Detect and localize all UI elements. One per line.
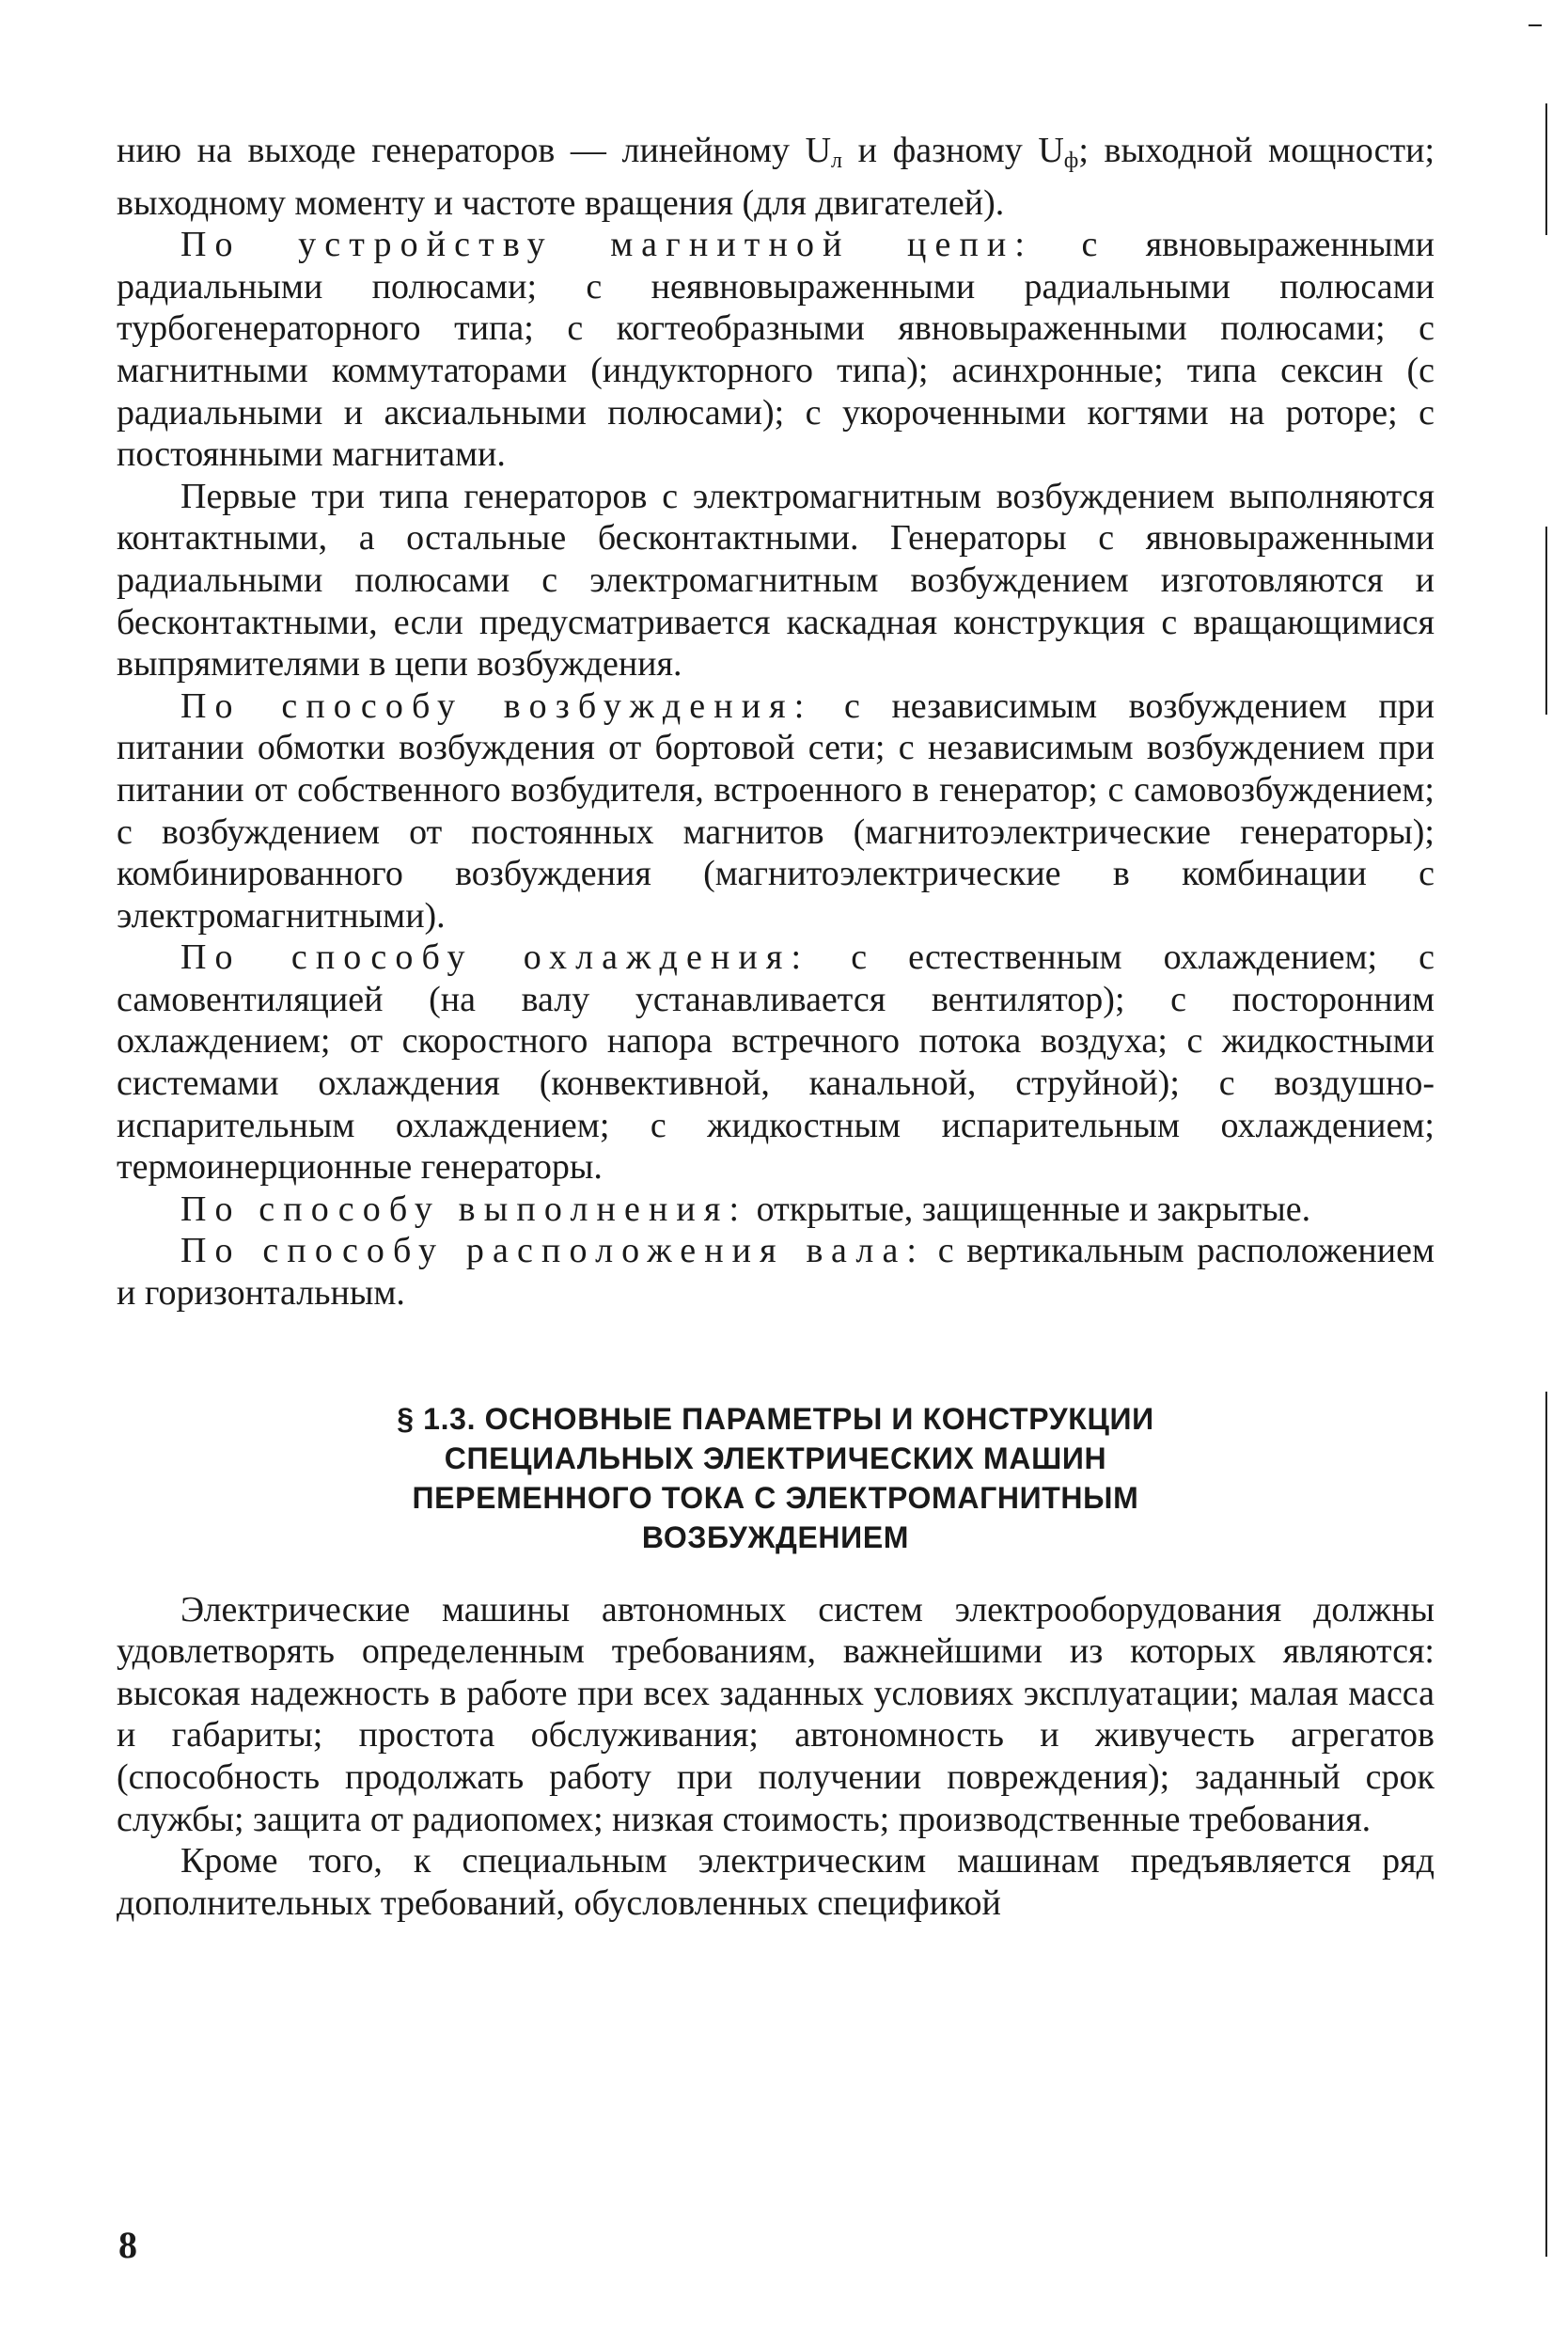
section-heading-line: ПЕРЕМЕННОГО ТОКА С ЭЛЕКТРОМАГНИТНЫМ [412, 1480, 1139, 1515]
classification-lead: По способу расположения вала: [180, 1231, 926, 1271]
classification-cooling [117, 937, 1435, 1189]
classification-lead: По устройству магнитной цепи: [180, 225, 1034, 265]
continuation-paragraph [117, 130, 1435, 224]
classification-lead: По способу охлаждения: [180, 937, 810, 978]
classification-magnetic-circuit [117, 224, 1435, 476]
section-heading [117, 1399, 1435, 1557]
classification-body: с естественным охлаждением; с самовентиляцией (на валу устанавливается вентилятор); с посторонним охлаждением; от скоростного напора встречного потока воздуха; с жидкостными системами охлаждения (конвективной, канальной, струйной); с воздушно-испарительным охлаждением; с жидкостным испарительным охлаждением; термоинерционные генераторы. [117, 937, 1435, 1188]
scan-edge-line [1545, 527, 1547, 715]
classification-shaft-position [117, 1230, 1435, 1314]
classification-lead: По способу возбуждения: [180, 685, 813, 726]
subscript-f: ф [1063, 149, 1079, 173]
classification-body: открытые, защищенные и закрытые. [747, 1189, 1311, 1229]
page-number: 8 [118, 2224, 137, 2266]
classification-body: с независимым возбуждением при питании обмотки возбуждения от бортовой сети; с независимым возбуждением при питании от собственного возбудителя, встроенного в генератор; с самовозбуждением; с возбуждением от постоянных магнитов (магнитоэлектрические генераторы); комбинированного возбуждения (магнитоэлектрические в комбинации с электромагнитными). [117, 685, 1435, 936]
classification-excitation [117, 685, 1435, 937]
section-heading-line: ВОЗБУЖДЕНИЕМ [641, 1519, 910, 1554]
paragraph-text: нию на выходе генераторов — линейному U [117, 131, 832, 170]
subscript-l: л [831, 149, 843, 173]
section-paragraph [117, 1840, 1435, 1924]
paragraph-text: Кроме того, к специальным электрическим машинам предъявляется ряд дополнительных требований, обусловленных спецификой [117, 1841, 1435, 1923]
scan-edge-line [1545, 1392, 1547, 2257]
section-paragraph [117, 1589, 1435, 1841]
classification-body: с вертикальным расположением и горизонтальным. [117, 1231, 1435, 1314]
section-heading-line: СПЕЦИАЛЬНЫХ ЭЛЕКТРИЧЕСКИХ МАШИН [444, 1441, 1107, 1475]
paragraph-text: Первые три типа генераторов с электромагнитным возбуждением выполняются контактными, а остальные бесконтактными. Генераторы с явновыраженными радиальными полюсами с электромагнитным возбуждением изготовляются и бесконтактными, если предусматривается каскадная конструкция с вращающимися выпрямителями в цепи возбуждения. [117, 476, 1435, 685]
text-column [117, 130, 1435, 1924]
paragraph-contact-types [117, 476, 1435, 685]
paragraph-text: и фазному U [842, 131, 1064, 170]
paragraph-text: Электрические машины автономных систем электрооборудования должны удовлетворять определенным требованиям, важнейшими из которых являются: высокая надежность в работе при всех заданных условиях эксплуатации; малая масса и габариты; простота обслуживания; автономность и живучесть агрегатов (способность продолжать работу при получении повреждения); заданный срок службы; защита от радиопомех; низкая стоимость; производственные требования. [117, 1589, 1435, 1839]
paragraph-text: ; выходной мощности; выходному моменту и частоте вращения (для двигателей). [117, 131, 1435, 223]
classification-lead: По способу выполнения: [180, 1189, 748, 1229]
classification-execution [117, 1189, 1435, 1231]
classification-body: с явновыраженными радиальными полюсами; с неявновыраженными радиальными полюсами турбогенераторного типа; с когтеобразными явновыраженными полюсами; с магнитными коммутаторами (индукторного типа); асинхронные; типа сексин (с радиальными и аксиальными полюсами); с укороченными когтями на роторе; с постоянными магнитами. [117, 225, 1435, 475]
scan-edge-line [1545, 103, 1547, 235]
scan-edge-line [1529, 24, 1542, 26]
section-heading-line: § 1.3. ОСНОВНЫЕ ПАРАМЕТРЫ И КОНСТРУКЦИИ [397, 1401, 1154, 1436]
